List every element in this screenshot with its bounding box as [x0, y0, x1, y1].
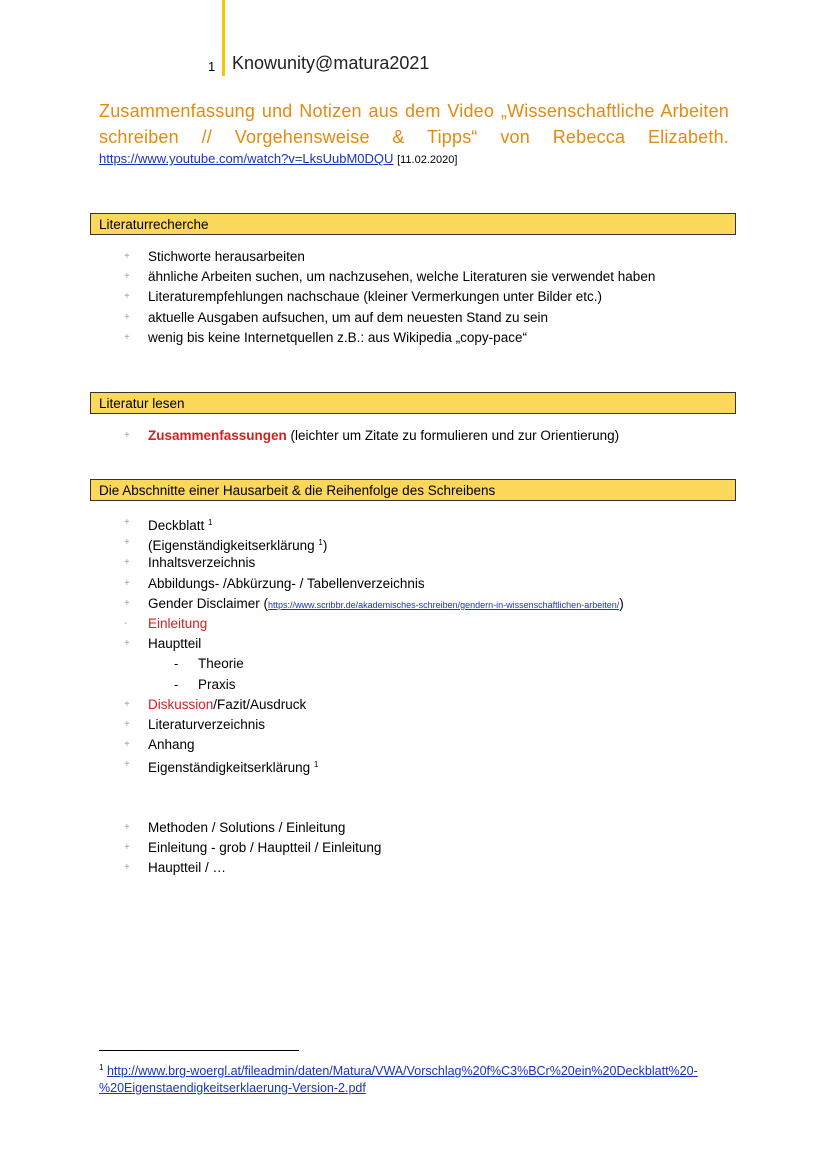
list-item: + Hauptteil / … [124, 860, 227, 876]
list-item: + Inhaltsverzeichnis [124, 555, 256, 571]
section-literatur-lesen: Literatur lesen [90, 392, 736, 414]
header-rule [222, 0, 225, 76]
list-item: + Einleitung - grob / Hauptteil / Einleitung [124, 840, 382, 856]
footnote-ref: 1 [313, 760, 319, 770]
list-item: + ähnliche Arbeiten suchen, um nachzusehen, welche Literaturen sie verwendet haben [124, 269, 656, 285]
footnote [99, 1059, 739, 1097]
list-item: + Anhang [124, 737, 195, 753]
section-literaturrecherche: Literaturrecherche [90, 213, 736, 235]
video-link[interactable]: https://www.youtube.com/watch?v=LksUubM0DQU [99, 151, 394, 166]
footnote-link-line-1[interactable]: http://www.brg-woergl.at/fileadmin/daten/Matura/VWA/Vorschlag%20f%C3%BCr%20ein%20Deckblatt%20- [106, 1064, 698, 1078]
list-item: + Methoden / Solutions / Einleitung [124, 820, 346, 835]
footnote-mark: 1 [99, 1063, 104, 1072]
list-item: + Eigenständigkeitserklärung $^1$ [124, 759, 319, 776]
intro-line-1: Zusammenfassung und Notizen aus dem Video „Wissenschaftliche Arbeiten [99, 101, 729, 121]
source-date: [11.02.2020] [397, 154, 458, 166]
intro-line-2: schreiben // Vorgehensweise & Tipps“ von Rebecca Elizabeth. [99, 127, 729, 147]
highlight-zusammenfassungen: Zusammenfassungen [148, 428, 287, 443]
header-title: Knowunity@matura2021 [232, 53, 430, 73]
list-item: + wenig bis keine Internetquellen z.B.: aus Wikipedia „copy-pace“ [124, 329, 527, 345]
abschnitte-list [120, 513, 624, 775]
page-number: 1 [208, 59, 216, 74]
literatur-lesen-list [120, 426, 619, 446]
source-line [99, 151, 457, 166]
footnote-separator [99, 1050, 299, 1051]
list-item: + Stichworte herausarbeiten [124, 249, 305, 264]
footnote-ref: 1 [318, 538, 323, 548]
extra-list [120, 818, 381, 879]
footnote-ref: 1 [208, 518, 213, 527]
list-item: + aktuelle Ausgaben aufsuchen, um auf dem neuesten Stand zu sein [124, 309, 549, 325]
list-item: + Abbildungs- /Abkürzung- / Tabellenverzeichnis [124, 575, 425, 591]
section-abschnitte: Die Abschnitte einer Hausarbeit & die Reihenfolge des Schreibens [90, 479, 736, 501]
list-item: + Literaturverzeichnis [124, 716, 266, 732]
list-item: + Zusammenfassungen (leichter um Zitate zu formulieren und zur Orientierung) [124, 428, 620, 443]
list-item: + Diskussion/Fazit/Ausdruck [124, 696, 307, 712]
literaturrecherche-list [120, 247, 655, 348]
list-item: + (Eigenständigkeitserklärung $^1$) [124, 537, 328, 554]
list-item: + Hauptteil [124, 636, 202, 652]
intro-heading [99, 98, 729, 150]
list-item: - Praxis [174, 676, 236, 692]
list-item: + Gender Disclaimer (https://www.scribbr.de/akademisches-schreiben/gendern-in-wissenschaftlichen-arbeiten/) [124, 595, 624, 611]
list-item: - Einleitung [124, 615, 208, 631]
list-item: + Deckblatt $^1$ [124, 517, 213, 533]
list-item: + Literaturempfehlungen nachschaue (kleiner Vermerkungen unter Bilder etc.) [124, 289, 603, 305]
footnote-link-line-2[interactable]: %20Eigenstaendigkeitserklaerung-Version-2.pdf [99, 1081, 366, 1095]
list-item: - Theorie [174, 656, 244, 672]
gender-disclaimer-link[interactable]: https://www.scribbr.de/akademisches-schreiben/gendern-in-wissenschaftlichen-arbeiten/ [268, 599, 620, 610]
